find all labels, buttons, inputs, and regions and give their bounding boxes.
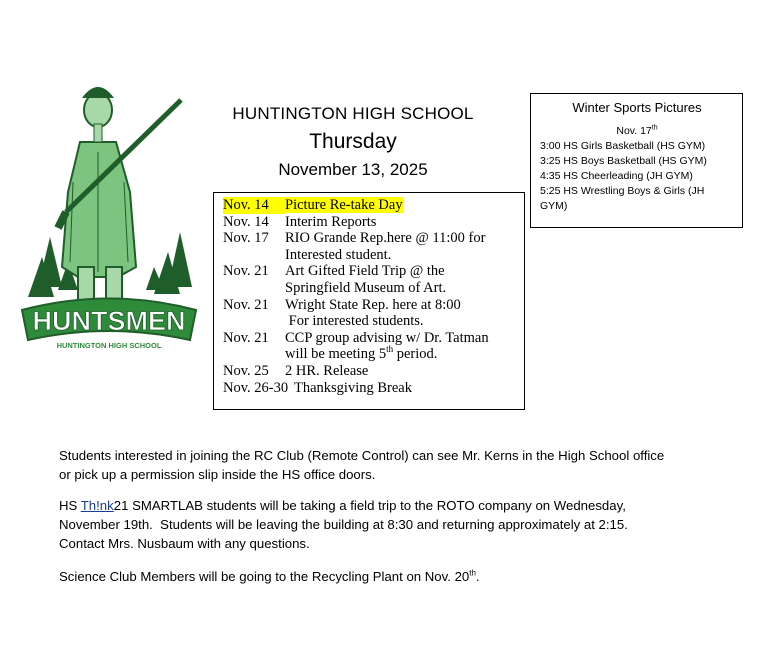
- huntsmen-logo: [18, 72, 200, 358]
- day-title: Thursday: [309, 130, 397, 153]
- event-row: [223, 230, 518, 263]
- list-item: 3:00 HS Girls Basketball (HS GYM): [540, 140, 706, 152]
- logo-ring-text: HUNTINGTON HIGH SCHOOL: [56, 341, 162, 350]
- event-text: Wright State Rep. here at 8:00: [285, 296, 461, 313]
- sports-date-sup: th: [651, 124, 658, 132]
- paragraph-text: HS: [59, 498, 81, 513]
- event-row: [223, 380, 518, 397]
- event-text-line2: For interested students.: [285, 313, 424, 330]
- event-text: Thanksgiving Break: [294, 379, 412, 396]
- page-header: [222, 104, 484, 180]
- event-text: Picture Re-take Day: [285, 197, 403, 213]
- paragraph-line: Students interested in joining the RC Club (Remote Control) can see Mr. Kerns in the High School office: [59, 448, 665, 463]
- science-club-paragraph: [59, 567, 689, 586]
- smartlab-paragraph: [59, 496, 689, 553]
- event-row: [223, 330, 518, 363]
- event-text: RIO Grande Rep.here @ 11:00 for: [285, 230, 486, 247]
- rc-club-paragraph: [59, 446, 689, 484]
- paragraph-sup: th: [469, 568, 476, 578]
- event-row: [223, 214, 518, 231]
- paragraph-line: [59, 496, 689, 515]
- paragraph-text: Science Club Members will be going to the Recycling Plant on Nov. 20: [59, 569, 470, 584]
- list-item: 4:35 HS Cheerleading (JH GYM): [540, 170, 693, 182]
- paragraph-line: Contact Mrs. Nusbaum with any questions.: [59, 536, 310, 551]
- logo-word: HUNTSMEN: [32, 306, 186, 336]
- sports-list: [540, 139, 734, 214]
- sports-title: Winter Sports Pictures: [572, 100, 702, 115]
- event-row: [223, 297, 518, 330]
- date-title: November 13, 2025: [278, 160, 428, 179]
- event-text: Art Gifted Field Trip @ the: [285, 263, 445, 280]
- list-item: GYM): [540, 200, 568, 212]
- event-date: Nov. 21: [223, 263, 269, 280]
- think-link[interactable]: Th!nk: [80, 498, 114, 513]
- list-item: 5:25 HS Wrestling Boys & Girls (JH: [540, 185, 705, 197]
- school-name: HUNTINGTON HIGH SCHOOL: [232, 104, 474, 123]
- event-text-line2-end: period.: [393, 346, 438, 363]
- event-date: Nov. 26-30: [223, 379, 289, 396]
- winter-sports-box: [530, 93, 743, 228]
- events-box: [213, 192, 525, 410]
- paragraph-text: 21 SMARTLAB students will be taking a field trip to the ROTO company on Wednesday,: [113, 498, 626, 513]
- event-text-line2: will be meeting 5: [285, 346, 387, 363]
- event-row: [223, 197, 518, 214]
- event-date: Nov. 25: [223, 362, 269, 379]
- sports-date-main: Nov. 17: [616, 125, 652, 137]
- event-text-line2: Interested student.: [285, 246, 392, 263]
- paragraph-line: November 19th. Students will be leaving the building at 8:30 and returning approximately at 2:15.: [59, 517, 628, 532]
- event-text: 2 HR. Release: [285, 362, 369, 379]
- event-text: Interim Reports: [285, 213, 377, 230]
- event-date: Nov. 17: [223, 230, 269, 247]
- huntsman-mascot-logo-icon: [18, 72, 200, 358]
- event-date: Nov. 14: [223, 197, 285, 214]
- event-text-sup: th: [386, 344, 394, 355]
- sports-date: [540, 125, 734, 137]
- event-date: Nov. 21: [223, 296, 269, 313]
- paragraph-line: or pick up a permission slip inside the HS office doors.: [59, 467, 376, 482]
- event-row: [223, 363, 518, 380]
- paragraph-end: .: [475, 569, 480, 584]
- event-date: Nov. 21: [223, 329, 269, 346]
- list-item: 3:25 HS Boys Basketball (HS GYM): [540, 155, 707, 167]
- event-text: CCP group advising w/ Dr. Tatman: [285, 329, 489, 346]
- event-row: [223, 263, 518, 296]
- event-text-line2: Springfield Museum of Art.: [285, 279, 447, 296]
- event-date: Nov. 14: [223, 213, 269, 230]
